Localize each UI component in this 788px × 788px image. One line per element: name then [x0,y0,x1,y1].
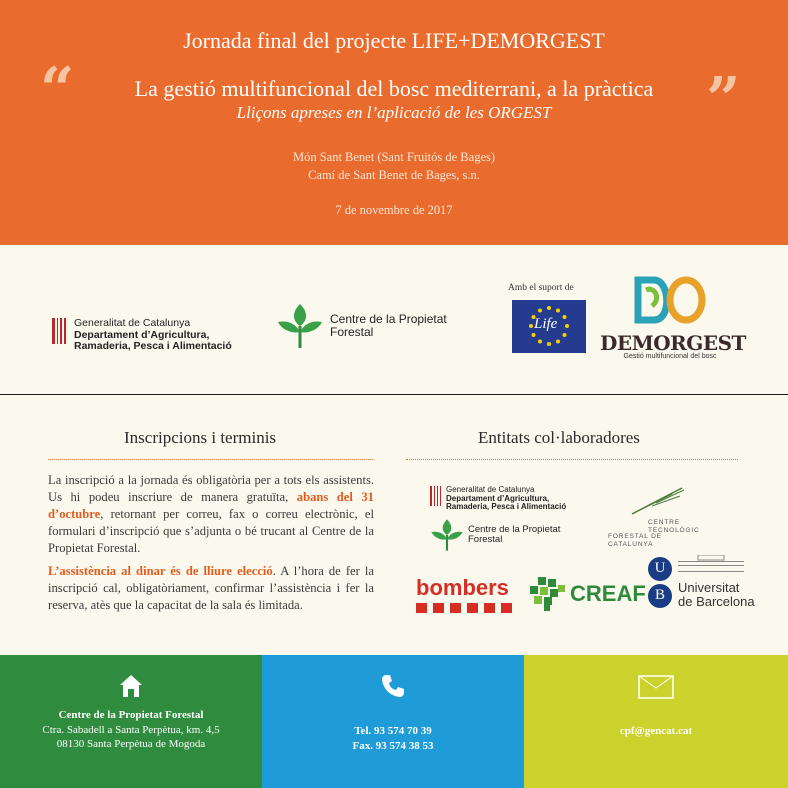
envelope-icon [638,675,674,699]
phone-icon [380,673,406,699]
ub-circles [648,557,672,608]
leaf-icon [430,518,464,552]
footer [0,655,788,788]
gencat-logo [52,318,232,353]
footer-fax-number: Fax. 93 574 38 53 [352,739,434,752]
footer-address-line2: 08130 Santa Perpètua de Mogoda [56,738,206,750]
eu-life-logo [512,300,586,353]
footer-address-name: Centre de la Propietat Forestal [58,709,204,721]
demorgest-wordmark: DEMORGEST [600,331,746,355]
life-label: Life [534,316,558,332]
ctfc-branch-icon [622,486,692,516]
footer-address [0,655,262,788]
cpf-name-2: Forestal [330,325,374,339]
deadline-highlight: abans del 31 d’octubre [48,490,374,521]
ub-name: Universitat [678,580,740,595]
leaf-icon [276,302,324,350]
header-banner [0,0,788,245]
gencat-department-2: Ramaderia, Pesca i Alimentació [74,340,232,352]
collab-gencat-logo [430,486,566,512]
close-quote-mark: ” [706,65,741,135]
ub-name-2: de Barcelona [678,594,755,609]
ub-letter-b: B [648,584,672,608]
event-date: 7 de novembre de 2017 [335,203,453,217]
footer-email-address[interactable]: cpf@gencat.cat [619,725,693,737]
cpf-logo [276,302,447,350]
footer-address-line1: Ctra. Sabadell a Santa Perpètua, km. 4,5 [42,723,220,736]
footer-phone-number[interactable]: Tel. 93 574 70 39 [354,725,432,737]
event-name: Jornada final del projecte LIFE+DEMORGEST [183,28,605,53]
demorgest-tagline: Gestió multifuncional del bosc [623,353,717,360]
ub-building-icon [678,555,744,575]
collab-ub-logo [648,555,755,609]
collab-cpf-logo [430,518,560,552]
gencat-name: Generalitat de Catalunya [74,317,191,329]
inscriptions-heading: Inscripcions i terminis [124,428,277,447]
venue [0,148,788,184]
cpf-name: Centre de la Propietat [330,312,447,326]
open-quote-mark: “ [40,55,75,125]
divider-right [406,459,738,460]
divider-left [48,459,373,460]
venue-address: Camí de Sant Benet de Bages, s.n. [308,168,480,182]
collaborators-heading: Entitats col·laboradores [478,428,640,447]
home-icon [118,673,144,699]
support-label: Amb el suport de [508,283,574,293]
bombers-squares [416,603,512,613]
collab-creaf-logo [530,577,646,611]
inscriptions-text [48,472,374,620]
ctfc-name: CENTRE TECNOLÒGIC [648,519,700,534]
gencat-stripes-icon [52,318,66,344]
demorgest-do-icon [630,276,710,324]
page-subtitle: Lliçons apreses en l’aplicació de les ORGEST [236,103,552,122]
venue-name: Món Sant Benet (Sant Fruitós de Bages) [292,150,496,164]
ctfc-name-2: FORESTAL DE CATALUNYA [608,533,662,548]
collab-gencat-dept-2: Ramaderia, Pesca i Alimentació [446,502,567,511]
collab-gencat-name: Generalitat de Catalunya [446,485,535,494]
collab-cpf-name: Centre de la Propietat [468,524,561,535]
creaf-wordmark: CREAF [570,581,646,606]
collab-ctfc-logo [608,486,708,549]
gencat-stripes-icon [430,486,441,506]
inscriptions-paragraph-2: L’assistència al dinar és de lliure elecció. A l’hora de fer la inscripció cal, obligatòriament, confirmar l’assistència i fer la reserva, atès que la capacitat de la sala és limitada. [48,564,374,612]
creaf-pixel-icon [530,577,566,611]
bombers-wordmark: bombers [416,575,509,600]
footer-email [524,655,788,788]
gencat-department: Departament d’Agricultura, [74,328,210,341]
ub-letter-u: U [648,557,672,581]
footer-phone [262,655,524,788]
lunch-highlight: L’assistència al dinar és de lliure elecció [48,564,273,578]
collab-bombers-logo [416,576,512,613]
demorgest-logo [600,276,746,360]
inscriptions-paragraph-1: La inscripció a la jornada és obligatòria per a tots els assistents. Us hi podeu inscriure de manera gratuïta, abans del 31 d’octubre, retornant per correu, fax o correu electrònic, el formulari d’inscripció que s’adjunta o bé trucant al Centre de la Propietat Forestal. [48,473,374,555]
collab-gencat-dept: Departament d’Agricultura, [446,493,550,503]
collab-cpf-name-2: Forestal [468,534,503,545]
page-title: La gestió multifuncional del bosc mediterrani, a la pràctica [134,76,654,101]
